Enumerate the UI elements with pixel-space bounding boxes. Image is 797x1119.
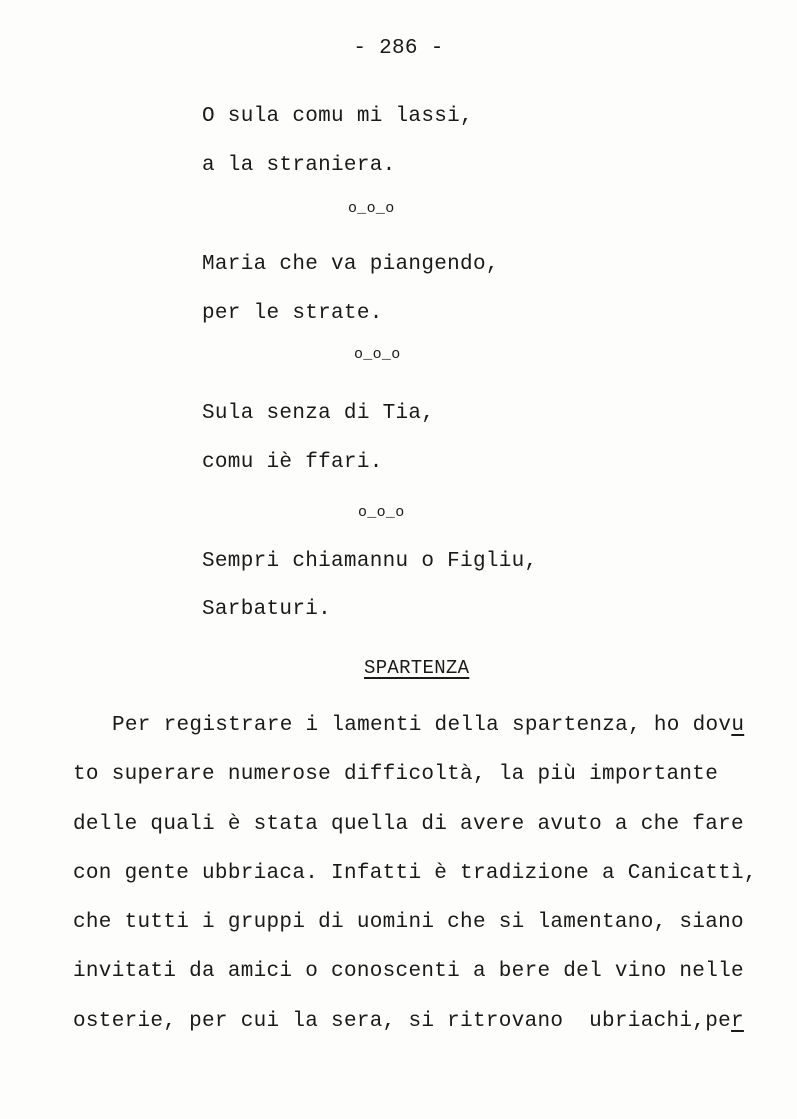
paragraph-line: osterie, per cui la sera, si ritrovano ubriachi,per — [73, 1010, 744, 1033]
stanza-separator: o_o_o — [354, 346, 401, 363]
stanza-separator: o_o_o — [358, 504, 405, 521]
stanza-separator: o_o_o — [348, 200, 395, 217]
verse-line: Sempri chiamannu o Figliu, — [202, 550, 538, 573]
paragraph-line: invitati da amici o conoscenti a bere del vino nelle — [73, 960, 744, 983]
verse-line: Sula senza di Tia, — [202, 402, 435, 425]
verse-line: per le strate. — [202, 302, 383, 325]
paragraph-line: con gente ubbriaca. Infatti è tradizione a Canicattì, — [73, 862, 757, 885]
paragraph-line: delle quali è stata quella di avere avuto a che fare — [73, 813, 744, 836]
paragraph-line: to superare numerose difficoltà, la più importante — [73, 763, 719, 786]
paragraph-line: Per registrare i lamenti della spartenza, ho dovu — [112, 714, 745, 737]
verse-line: Maria che va piangendo, — [202, 253, 499, 276]
verse-line: Sarbaturi. — [202, 598, 332, 621]
verse-line: a la straniera. — [202, 154, 396, 177]
paragraph-line: che tutti i gruppi di uomini che si lamentano, siano — [73, 911, 744, 934]
verse-line: comu iè ffari. — [202, 451, 383, 474]
page-number: - 286 - — [353, 37, 444, 60]
section-title: SPARTENZA — [364, 657, 470, 679]
verse-line: O sula comu mi lassi, — [202, 105, 473, 128]
